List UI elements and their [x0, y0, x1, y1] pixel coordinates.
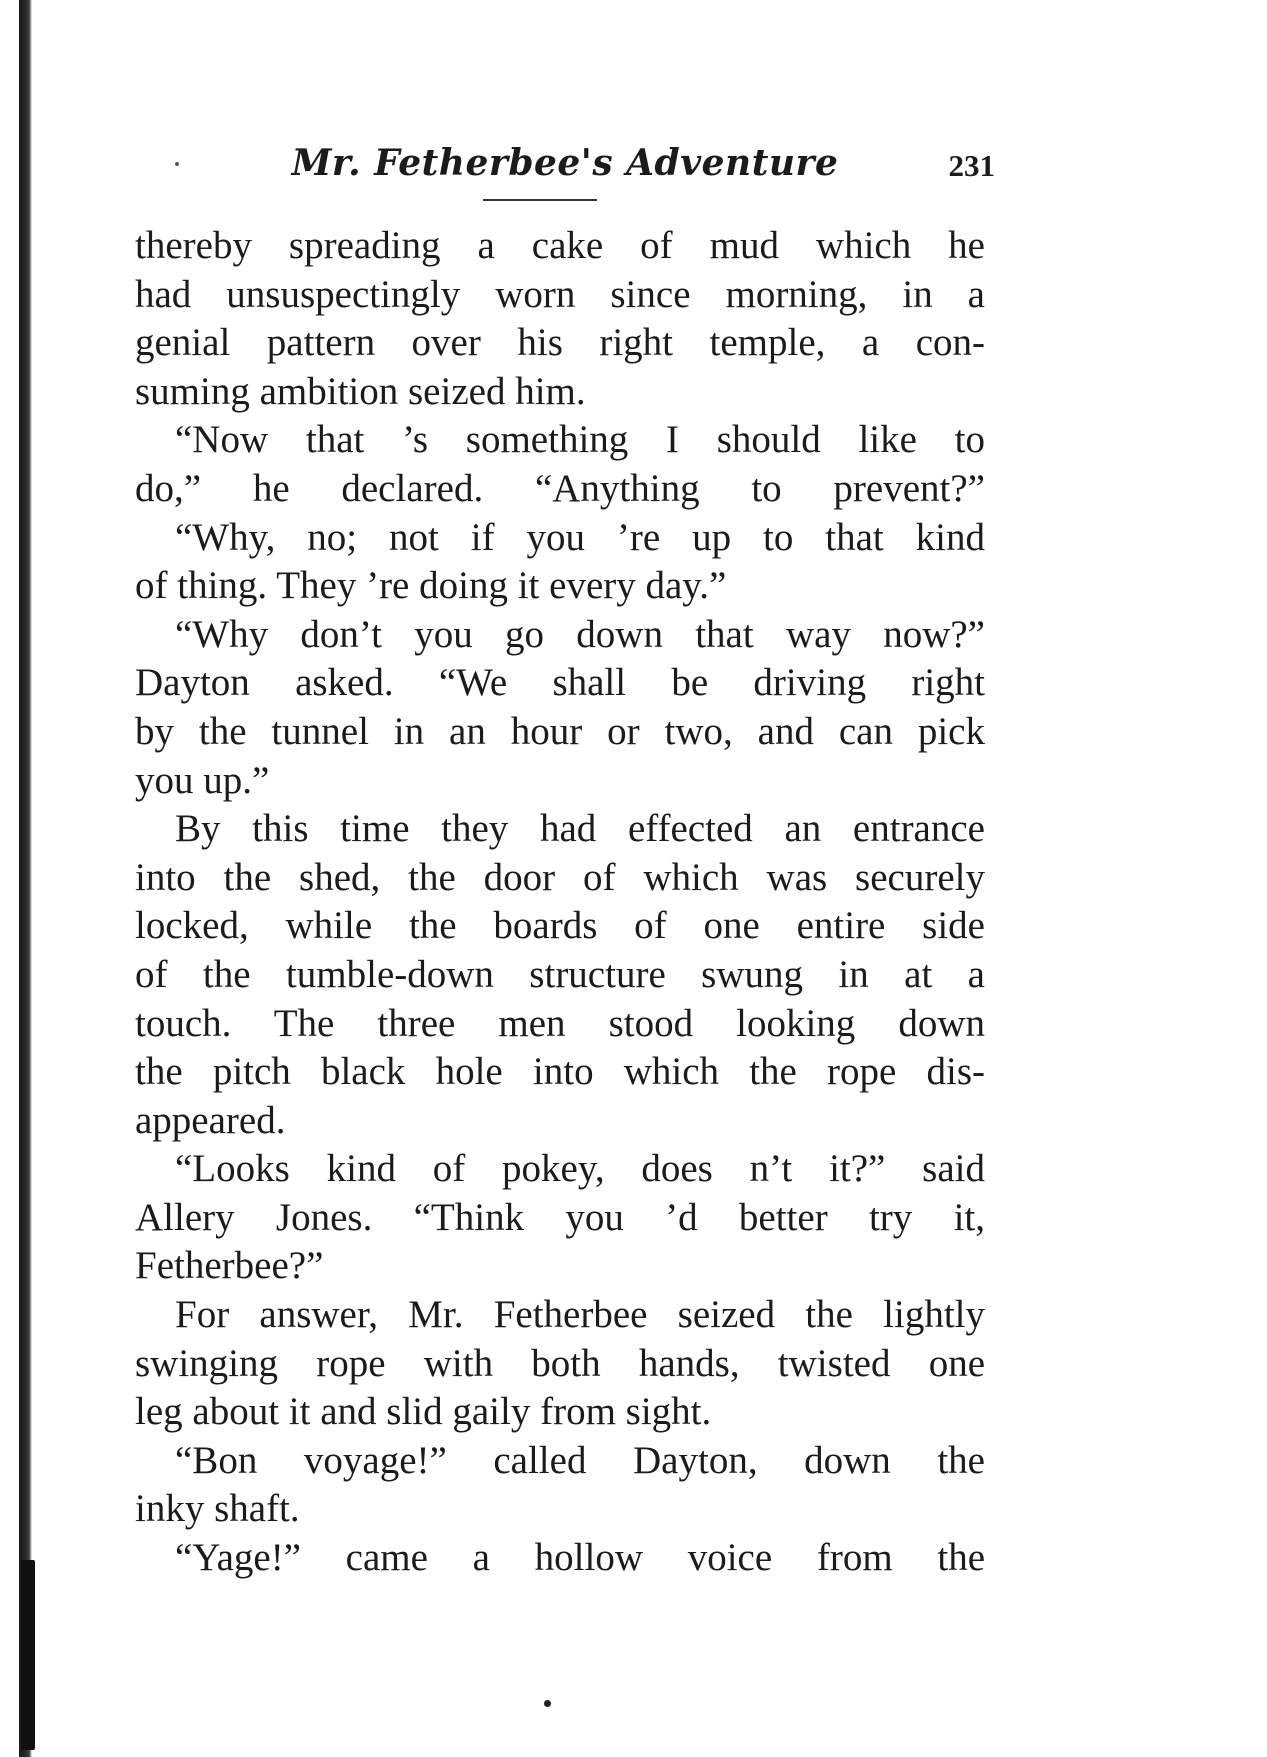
- text-line: of the tumble-down structure swung in at a: [135, 952, 985, 996]
- binding-edge: [19, 0, 32, 1757]
- text-line: the pitch black hole into which the rope dis-: [135, 1050, 985, 1094]
- text-line: For answer, Mr. Fetherbee seized the lightly: [175, 1293, 985, 1337]
- text-line: inky shaft.: [135, 1487, 300, 1531]
- text-line: Fetherbee?”: [135, 1244, 324, 1288]
- text-line: By this time they had effected an entrance: [175, 807, 985, 851]
- text-line: locked, while the boards of one entire side: [135, 904, 985, 948]
- text-line: thereby spreading a cake of mud which he: [135, 224, 985, 267]
- text-line: of thing. They ’re doing it every day.”: [135, 564, 727, 608]
- text-line: swinging rope with both hands, twisted one: [135, 1341, 985, 1385]
- text-line: “Looks kind of pokey, does n’t it?” said: [175, 1147, 985, 1191]
- text-line: “Why, no; not if you ’re up to that kind: [175, 515, 985, 559]
- text-line: do,” he declared. “Anything to prevent?”: [135, 466, 985, 510]
- text-line: Allery Jones. “Think you ’d better try it,: [135, 1195, 985, 1239]
- page-number: 231: [948, 148, 995, 183]
- text-line: by the tunnel in an hour or two, and can pick: [135, 709, 985, 753]
- text-line: suming ambition seized him.: [135, 369, 586, 413]
- text-line: genial pattern over his right temple, a con-: [135, 321, 985, 365]
- text-line: appeared.: [135, 1098, 286, 1142]
- body-text: [135, 222, 985, 1583]
- text-line: leg about it and slid gaily from sight.: [135, 1390, 712, 1434]
- text-line: you up.”: [135, 758, 270, 802]
- text-line: “Now that ’s something I should like to: [175, 418, 985, 462]
- text-line: Dayton asked. “We shall be driving right: [135, 661, 985, 705]
- text-line: “Yage!” came a hollow voice from the: [175, 1536, 985, 1580]
- footer-dot: [544, 1700, 551, 1707]
- text-line: touch. The three men stood looking down: [135, 1001, 985, 1045]
- text-line: “Bon voyage!” called Dayton, down the: [175, 1438, 985, 1482]
- text-line: “Why don’t you go down that way now?”: [175, 612, 985, 656]
- running-title: Mr. Fetherbee's Adventure: [291, 142, 839, 184]
- page-header: [135, 140, 995, 190]
- header-rule: [483, 199, 597, 201]
- text-line: into the shed, the door of which was securely: [135, 855, 985, 899]
- text-line: had unsuspectingly worn since morning, in a: [135, 272, 985, 316]
